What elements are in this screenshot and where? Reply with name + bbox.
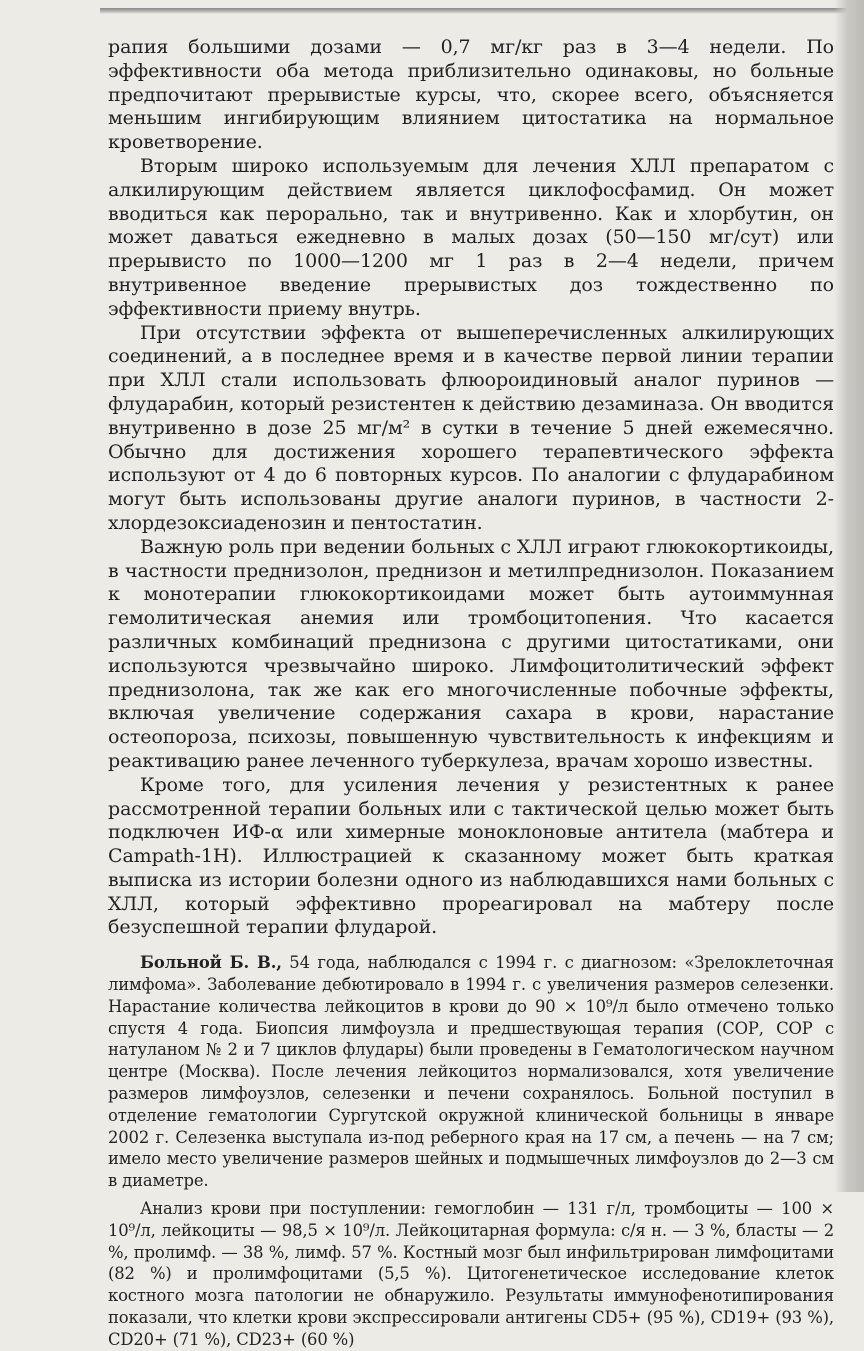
page-body [108,36,834,1351]
case-paragraph-1 [108,952,834,1192]
page-edge-shadow [834,0,864,1192]
paragraph-4: Важную роль при ведении больных с ХЛЛ играют глюкокортикоиды, в частности преднизолон, преднизон и метилпреднизолон. Показанием к монотерапии глюкокортикоидами может быть аутоиммунная гемолитическая анемия или тромбоцитопения. Что касается различных комбинаций преднизона с другими цитостатиками, они используются чрезвычайно широко. Лимфоцитолитический эффект преднизолона, так же как его многочисленные побочные эффекты, включая увеличение содержания сахара в крови, нарастание остеопороза, психозы, повышенную чувствительность к инфекциям и реактивацию ранее леченного туберкулеза, врачам хорошо известны. [108,535,834,772]
paragraph-1: рапия большими дозами — 0,7 мг/кг раз в 3—4 недели. По эффективности оба метода приблизительно одинаковы, но больные предпочитают прерывистые курсы, что, скорее всего, объясняется меньшим ингибирующим влиянием цитостатика на нормальное кроветворение. [108,36,834,154]
case-lead: Больной Б. В., [140,953,282,973]
case-paragraph-2: Анализ крови при поступлении: гемоглобин — 131 г/л, тромбоциты — 100 × 10⁹/л, лейкоциты — 98,5 × 10⁹/л. Лейкоцитарная формула: с/я н. — 3 %, бласты — 2 %, пролимф. — 38 %, лимф. 57 %. Костный мозг был инфильтрирован лимфоцитами (82 %) и пролимфоцитами (5,5 %). Цитогенетическое исследование клеток костного мозга патологии не обнаружило. Результаты иммунофенотипирования показали, что клетки крови экспрессировали антигены CD5+ (95 %), CD19+ (93 %), CD20+ (71 %), CD23+ (60 %) [108,1199,834,1349]
case-text-1: 54 года, наблюдался с 1994 г. с диагнозом: «Зрелоклеточная лимфома». Заболевание дебютировало в 1994 г. с увеличения размеров селезенки. Нарастание количества лейкоцитов в крови до 90 × 10⁹/л было отмечено только спустя 4 года. Биопсия лимфоузла и предшествующая терапия (СОР, СОР с натуланом № 2 и 7 циклов флудары) были проведены в Гематологическом научном центре (Москва). После лечения лейкоцитоз нормализовался, хотя увеличение размеров лимфоузлов, селезенки и печени сохранялось. Больной поступил в отделение гематологии Сургутской окружной клинической больницы в январе 2002 г. Селезенка выступала из-под реберного края на 17 см, а печень — на 7 см; имело место увеличение размеров шейных и подмышечных лимфоузлов до 2—3 см в диаметре. [108,953,835,1191]
paragraph-3: При отсутствии эффекта от вышеперечисленных алкилирующих соединений, а в последнее время и в качестве первой линии терапии при ХЛЛ стали использовать флюороидиновый аналог пуринов — флударабин, который резистентен к действию дезаминаза. Он вводится внутривенно в дозе 25 мг/м² в сутки в течение 5 дней ежемесячно. Обычно для достижения хорошего терапевтического эффекта используют от 4 до 6 повторных курсов. По аналогии с флударабином могут быть использованы другие аналоги пуринов, в частности 2-хлордезоксиаденозин и пентостатин. [108,321,834,534]
top-rule [100,8,854,14]
paragraph-5: Кроме того, для усиления лечения у резистентных к ранее рассмотренной терапии больных или с тактической целью может быть подключен ИФ-α или химерные моноклоновые антитела (мабтера и Campath-1H). Иллюстрацией к сказанному может быть краткая выписка из истории болезни одного из наблюдавшихся нами больных с ХЛЛ, который эффективно прореагировал на мабтеру после безуспешной терапии флударой. [108,773,834,939]
case-report [108,952,834,1350]
paragraph-2: Вторым широко используемым для лечения ХЛЛ препаратом с алкилирующим действием является циклофосфамид. Он может вводиться как перорально, так и внутривенно. Как и хлорбутин, он может даваться ежедневно в малых дозах (50—150 мг/сут) или прерывисто по 1000—1200 мг 1 раз в 2—4 недели, причем внутривенное введение прерывистых доз тождественно по эффективности приему внутрь. [108,154,834,320]
